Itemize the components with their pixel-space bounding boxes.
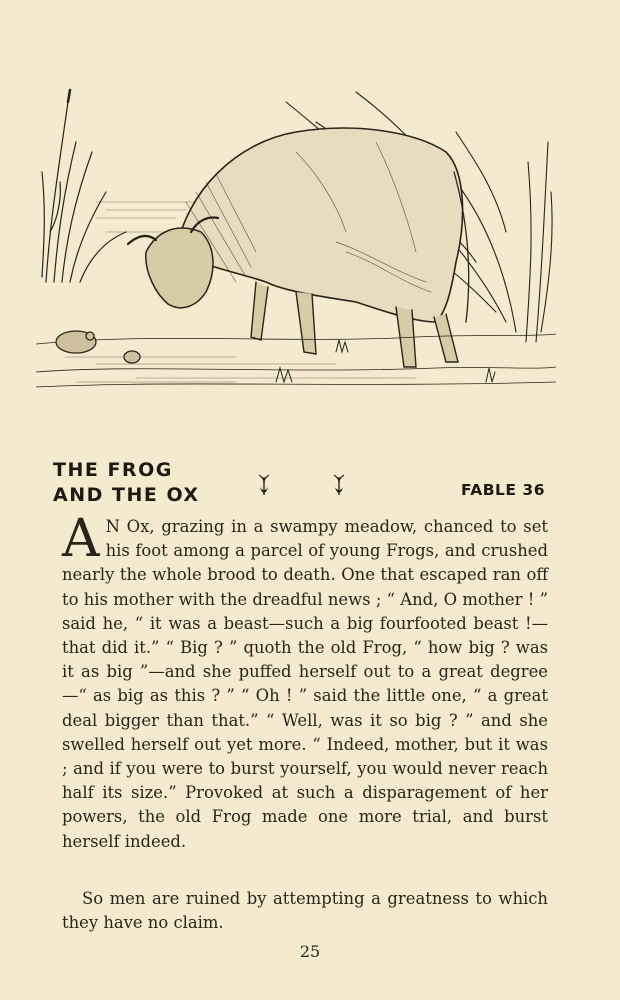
ox-and-frogs-engraving bbox=[36, 82, 556, 412]
fable-body-text: N Ox, grazing in a swampy meadow, chanced to set his foot among a parcel of young Frogs, and crushed nearly the whole brood to death. One that escaped ran off to his mother with the dreadful news ; “ And, O mother ! ” said he, “ it was a beast—such a big fourfooted beast !—that did it.” “ Big ? ” quoth the old Frog, “ how big ? was it as big ”—and she puffed herself out to a great degree—“ as big as this ? ” “ Oh ! ” said the little one, “ a great deal bigger than that.” “ Well, was it so big ? ” and she swelled herself out yet more. “ Indeed, mother, but it was ; and if you were to burst yourself, you would never reach half its size.” Provoked at such a disparagement of her powers, the old Frog made one more trial, and burst herself indeed. bbox=[62, 517, 548, 851]
title-line-2: AND THE OX bbox=[53, 484, 200, 506]
fable-number-label: FABLE 36 bbox=[460, 481, 545, 499]
floral-ornament-icon bbox=[331, 473, 347, 499]
drop-cap: A bbox=[62, 509, 100, 569]
fable-title bbox=[53, 458, 200, 508]
fable-body bbox=[62, 509, 548, 854]
fable-moral: So men are ruined by attempting a greatness to which they have no claim. bbox=[62, 889, 548, 933]
floral-ornament-icon bbox=[256, 473, 272, 499]
page-number: 25 bbox=[299, 942, 321, 961]
title-line-1: THE FROG bbox=[53, 459, 173, 481]
